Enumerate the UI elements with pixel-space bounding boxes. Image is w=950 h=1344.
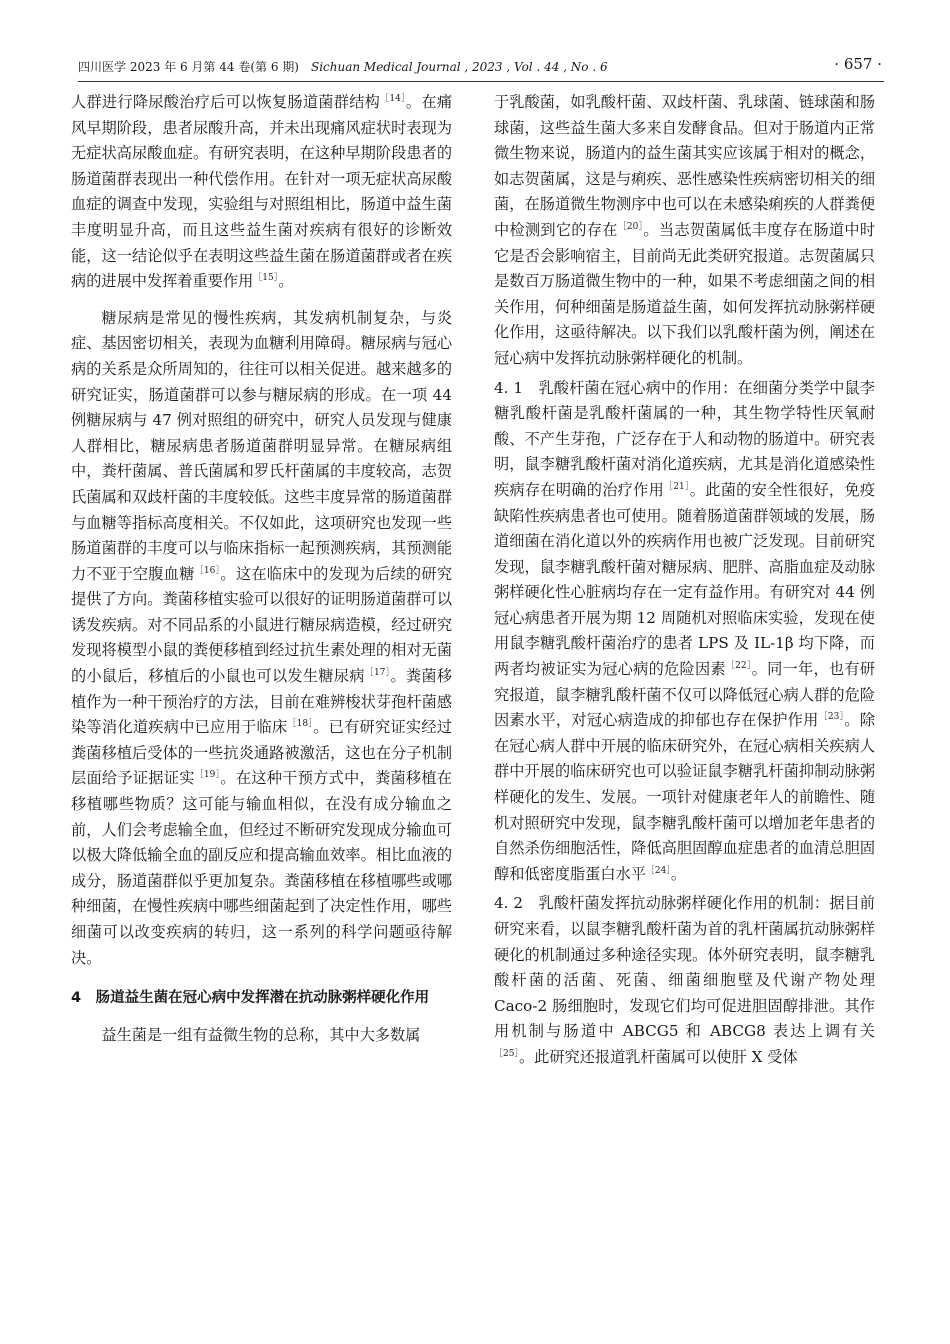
text: 。: [278, 272, 294, 291]
paragraph: [494, 90, 875, 372]
citation-ref: ［14］: [380, 94, 406, 104]
paragraph: [71, 306, 452, 971]
text: 。当志贺菌属低丰度存在肠道中时它是否会影响宿主，目前尚无此类研究报道。志贺菌属只是数百万肠道微生物中的一种，如果不考虑细菌之间的相关作用，何种细菌是肠道益生菌，如何发挥抗动脉粥样硬化作用，这亟待解决。以下我们以乳酸杆菌为例，阐述在冠心病中发挥抗动脉粥样硬化的机制。: [494, 220, 876, 367]
citation-ref: ［25］: [494, 1048, 519, 1059]
header-rule: [78, 81, 884, 82]
left-column: [71, 90, 452, 1049]
citation-ref: ［24］: [645, 865, 671, 876]
text: 。此研究还报道乳杆菌属可以使肝 X 受体: [518, 1047, 798, 1066]
text: 人群进行降尿酸治疗后可以恢复肠道菌群结构: [71, 93, 381, 111]
journal-name-cn: 四川医学 2023 年 6 月第 44 卷(第 6 期): [78, 60, 299, 74]
text: 。此菌的安全性很好，免疫缺陷性疾病患者也可使用。随着肠道菌群领域的发展，肠道细菌在消化道以外的疾病作用也被广泛发现。目前研究发现，鼠李糖乳酸杆菌对糖尿病、肥胖、高脂血症及动脉粥样硬化性心脏病均存在一定有益作用。有研究对 44 例冠心病患者开展为期 12 周随机对照临床实验，发现在使用鼠李糖乳酸杆菌治疗的患者 LPS 及 IL-1β 均下降，而两者均被证实为冠心病的危险因素: [494, 480, 876, 679]
citation-ref: ［18］: [287, 719, 314, 730]
running-header: [78, 55, 884, 77]
subsection-4-1: [494, 376, 875, 888]
paragraph-gap: [71, 295, 452, 306]
journal-name-en: Sichuan Medical Journal , 2023 , Vol . 44 , No . 6: [310, 60, 608, 74]
text: 于乳酸菌，如乳酸杆菌、双歧杆菌、乳球菌、链球菌和肠球菌，这些益生菌大多来自发酵食品。但对于肠道内正常微生物来说，肠道内的益生菌其实应该属于相对的概念，如志贺菌属，这是与痢疾、恶性感染性疾病密切相关的细菌，在肠道微生物测序中也可以在未感染痢疾的人群粪便中检测到它的存在: [494, 93, 875, 239]
text: 。除在冠心病人群中开展的临床研究外，在冠心病相关疾病人群中开展的临床研究也可以验证鼠李糖乳杆菌抑制动脉粥样硬化的发生、发展。一项针对健康老年人的前瞻性、随机对照研究中发现，鼠李糖乳酸杆菌可以增加老年患者的自然杀伤细胞活性，降低高胆固醇血症患者的血清总胆固醇和低密度脂蛋白水平: [494, 711, 876, 883]
text: 。同一年，也有研究报道，鼠李糖乳酸杆菌不仅可以降低冠心病人群的危险因素水平，对冠心病造成的抑郁也存在保护作用: [494, 660, 876, 730]
paragraph: 益生菌是一组有益微生物的总称，其中大多数属: [101, 1026, 421, 1045]
citation-ref: ［19］: [194, 770, 221, 781]
citation-ref: ［23］: [818, 712, 845, 723]
text: 。粪菌移植作为一种干预治疗的方法，目前在难辨梭状芽孢杆菌感染等消化道疾病中已应用于临床: [71, 667, 453, 737]
citation-ref: ［22］: [725, 661, 752, 672]
text: 糖尿病是常见的慢性疾病，其发病机制复杂，与炎症、基因密切相关，表现为血糖利用障碍。糖尿病与冠心病的关系是众所周知的，往往可以相关促进。越来越多的研究证实，肠道菌群可以参与糖尿病的形成。在一项 44 例糖尿病与 47 例对照组的研究中，研究人员发现与健康人群相比，糖尿病患者肠道菌群明显异常。在糖尿病组中，粪杆菌属、普氏菌属和罗氏杆菌属的丰度较高，志贺氏菌属和双歧杆菌的丰度较低。这些丰度异常的肠道菌群与血糖等指标高度相关。不仅如此，这项研究也发现一些肠道菌群的丰度可以与临床指标一起预测疾病，其预测能力不亚于空腹血糖: [71, 308, 452, 583]
right-column: [494, 90, 875, 1071]
text: 。已有研究证实经过粪菌移植后受体的一些抗炎通路被激活，这也在分子机制层面给予证据证实: [71, 718, 453, 788]
citation-ref: ［15］: [253, 273, 279, 284]
citation-ref: ［17］: [364, 668, 391, 679]
text: 。这在临床中的发现为后续的研究提供了方向。粪菌移植实验可以很好的证明肠道菌群可以诱发疾病。对不同品系的小鼠进行糖尿病造模，经过研究发现将模型小鼠的粪便移植到经过抗生素处理的相对无菌的小鼠后，移植后的小鼠也可以发生糖尿病: [71, 564, 453, 686]
text: 。在痛风早期阶段，患者尿酸升高，并未出现痛风症状时表现为无症状高尿酸血症。有研究表明，在这种早期阶段患者的肠道菌群表现出一种代偿作用。在针对一项无症状高尿酸血症的调查中发现，实验组与对照组相比，肠道中益生菌丰度明显升高，而且这些益生菌对疾病有很好的诊断效能，这一结论似乎在表明这些益生菌在肠道菌群或者在疾病的进展中发挥着重要作用: [71, 93, 453, 291]
page-number: · 657 ·: [834, 55, 882, 73]
text: 。: [670, 864, 687, 883]
text: 。在这种干预方式中，粪菌移植在移植哪些物质？这可能与输血相似，在没有成分输血之前，人们会考虑输全血，但经过不断研究发现成分输血可以极大降低输全血的副反应和提高输血效率。相比血液的成分，肠道菌群似乎更加复杂。粪菌移植在移植哪些或哪种细菌，在慢性疾病中哪些细菌起到了决定性作用，哪些细菌可以改变疾病的转归，这一系列的科学问题亟待解决。: [71, 769, 453, 967]
paragraph: [71, 90, 452, 295]
subsection-4-2: [494, 891, 875, 1070]
text: 4. 1 乳酸杆菌在冠心病中的作用：在细菌分类学中鼠李糖乳酸杆菌是乳酸杆菌属的一种，其生物学特性厌氧耐酸、不产生芽孢，广泛存在于人和动物的肠道中。研究表明，鼠李糖乳酸杆菌对消化道疾病，尤其是消化道感染性疾病存在明确的治疗作用: [494, 378, 875, 499]
citation-ref: ［21］: [664, 481, 690, 492]
section-heading: 4 肠道益生菌在冠心病中发挥潜在抗动脉粥样硬化作用: [71, 990, 430, 1007]
text: 4. 2 乳酸杆菌发挥抗动脉粥样硬化作用的机制：据目前研究来看，以鼠李糖乳酸杆菌为首的乳杆菌属抗动脉粥样硬化的机制通过多种途径实现。体外研究表明，鼠李糖乳酸杆菌的活菌、死菌、细菌细胞壁及代谢产物处理 Caco-2 肠细胞时，发现它们均可促进胆固醇排泄。其作用机制与肠道中 ABCG5 和 ABCG8 表达上调有关: [494, 894, 875, 1041]
citation-ref: ［20］: [617, 221, 644, 232]
citation-ref: ［16］: [194, 565, 221, 576]
journal-citation: [78, 58, 608, 75]
